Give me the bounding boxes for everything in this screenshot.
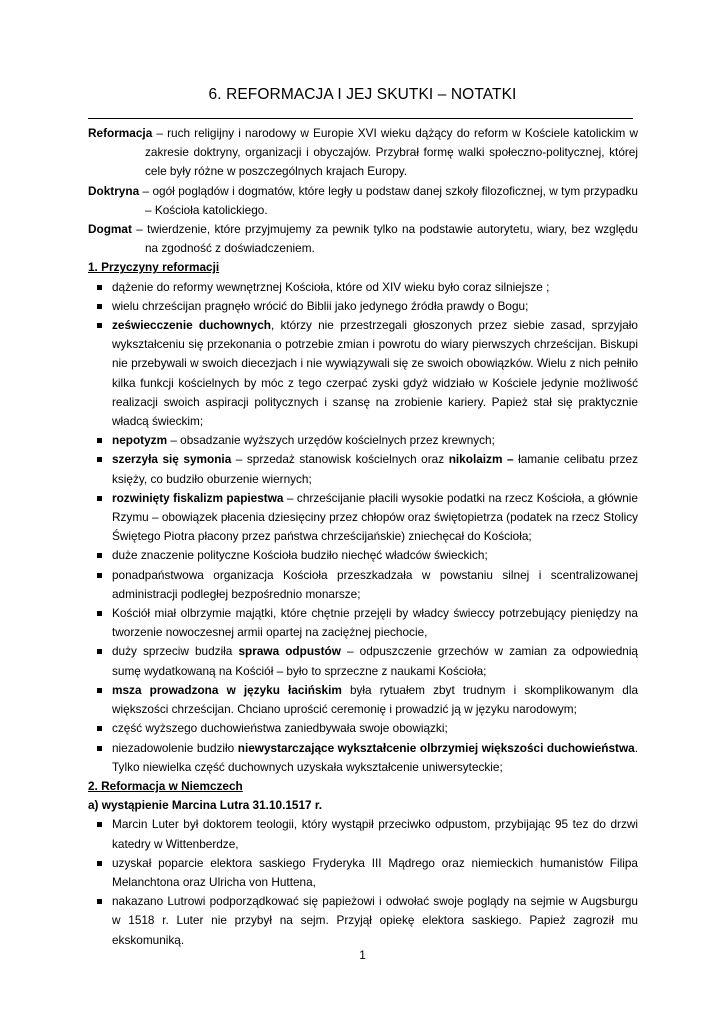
definition-term: Reformacja (88, 126, 153, 140)
causes-list (88, 278, 638, 777)
section-heading-niemcy: 2. Reformacja w Niemczech (88, 778, 243, 793)
list-item: duży sprzeciw budziła sprawa odpustów – odpuszczenie grzechów w zamian za odpowiednią sumę wydatkowaną na Kościół – było to sprzeczne z naukami Kościoła; (88, 642, 638, 680)
bullet-square-icon (97, 573, 102, 578)
list-item: Marcin Luter był doktorem teologii, który wystąpił przeciwko odpustom, przybijając 95 tez do drzwi katedry w Wittenberdze, (88, 815, 638, 853)
bullet-square-icon (97, 285, 102, 290)
bullet-square-icon (97, 438, 102, 443)
bullet-square-icon (97, 457, 102, 462)
list-item: rozwinięty fiskalizm papiestwa – chrześcijanie płacili wysokie podatki na rzecz Kościoła, a głównie Rzymu – obowiązek płacenia dziesięciny przez chłopów oraz świętopietrza (podatek na rzecz Stolicy Świętego Piotra płacony przez państwa chrześcijańskie) zniechęcał do Kościoła; (88, 489, 638, 547)
definition-doktryna (88, 182, 638, 220)
bullet-square-icon (97, 496, 102, 501)
definition-term: Dogmat (88, 222, 132, 237)
bullet-square-icon (97, 861, 102, 866)
page-number: 1 (359, 948, 366, 962)
subsection-heading-luter: a) wystąpienie Marcina Lutra 31.10.1517 r. (88, 798, 323, 813)
definition-text: – ogół poglądów i dogmatów, które legły u podstaw danej szkoły filozoficznej, w tym przypadku – Kościoła katolickiego. (139, 183, 638, 217)
bullet-square-icon (97, 746, 102, 751)
bullet-square-icon (97, 688, 102, 693)
title-divider (88, 118, 633, 119)
list-item: szerzyła się symonia – sprzedaż stanowisk kościelnych oraz nikolaizm – łamanie celibatu przez księży, co budziło oburzenie wiernych; (88, 450, 638, 488)
list-item: dążenie do reformy wewnętrznej Kościoła, które od XIV wieku było coraz silniejsze ; (88, 278, 638, 297)
list-item: nepotyzm – obsadzanie wyższych urzędów kościelnych przez krewnych; (88, 431, 638, 450)
bullet-square-icon (97, 304, 102, 309)
list-item: niezadowolenie budziło niewystarczające wykształcenie olbrzymiej większości duchowieństwa. Tylko niewielka część duchownych uzyskała wykształcenie uniwersyteckie; (88, 739, 638, 777)
definition-dogmat (88, 220, 638, 258)
list-item: część wyższego duchowieństwa zaniedbywała swoje obowiązki; (88, 719, 638, 738)
bullet-square-icon (97, 822, 102, 827)
definition-reformacja (88, 124, 638, 182)
list-item: nakazano Lutrowi podporządkować się papieżowi i odwołać swoje poglądy na sejmie w Augsburgu w 1518 r. Luter nie przybył na sejm. Przyjął opiekę elektora saskiego. Papież zagroził mu ekskomuniką. (88, 892, 638, 950)
bullet-square-icon (97, 899, 102, 904)
list-item: Kościół miał olbrzymie majątki, które chętnie przejęli by władcy świeccy potrzebujący pieniędzy na tworzenie nowoczesnej armii opartej na zaciężnej piechocie, (88, 604, 638, 642)
list-item: msza prowadzona w języku łacińskim była rytuałem zbyt trudnym i skomplikowanym dla większości chrześcijan. Chciano uprościć ceremonię i prowadzić ją w języku narodowym; (88, 681, 638, 719)
list-item: uzyskał poparcie elektora saskiego Fryderyka III Mądrego oraz niemieckich humanistów Filipa Melanchtona oraz Ulricha von Huttena, (88, 854, 638, 892)
section-heading-przyczyny: 1. Przyczyny reformacji (88, 260, 220, 275)
page-title: 6. REFORMACJA I JEJ SKUTKI – NOTATKI (208, 86, 517, 103)
document-body (88, 124, 638, 950)
list-item: wielu chrześcijan pragnęło wrócić do Biblii jako jedynego źródła prawdy o Bogu; (88, 297, 638, 316)
bullet-square-icon (97, 553, 102, 558)
list-item: ponadpaństwowa organizacja Kościoła przeszkadzała w powstaniu silnej i scentralizowanej administracji podległej bezpośrednio monarsze; (88, 566, 638, 604)
list-item: duże znaczenie polityczne Kościoła budziło niechęć władców świeckich; (88, 546, 638, 565)
bullet-square-icon (97, 611, 102, 616)
bullet-square-icon (97, 649, 102, 654)
definition-text: – twierdzenie, które przyjmujemy za pewnik tylko na podstawie autorytetu, wiary, bez względu na zgodność z doświadczeniem. (131, 222, 638, 256)
bullet-square-icon (97, 323, 102, 328)
list-item: zeświecczenie duchownych, którzy nie przestrzegali głoszonych przez siebie zasad, sprzyjało wykształceniu się przekonania o potrzebie zmian i powrotu do wiary pierwszych chrześcijan. Biskupi nie przebywali w swoich diecezjach i nie wywiązywali się ze swoich obowiązków. Wielu z nich pełniło kilka funkcji kościelnych by móc z tego czerpać zyski gdyż widziało w Kościele jedynie możliwość realizacji swoich aspiracji politycznych i szansę na zrobienie kariery. Papież stał się praktycznie władcą świeckim; (88, 316, 638, 431)
bullet-square-icon (97, 726, 102, 731)
luther-list (88, 815, 638, 949)
definition-term: Doktryna (88, 183, 140, 198)
definition-text: – ruch religijny i narodowy w Europie XVI wieku dążący do reform w Kościele katolickim w zakresie doktryny, organizacji i obyczajów. Przybrał formę walki społeczno-politycznej, której cele były różne w poszczególnych krajach Europy. (145, 126, 638, 179)
